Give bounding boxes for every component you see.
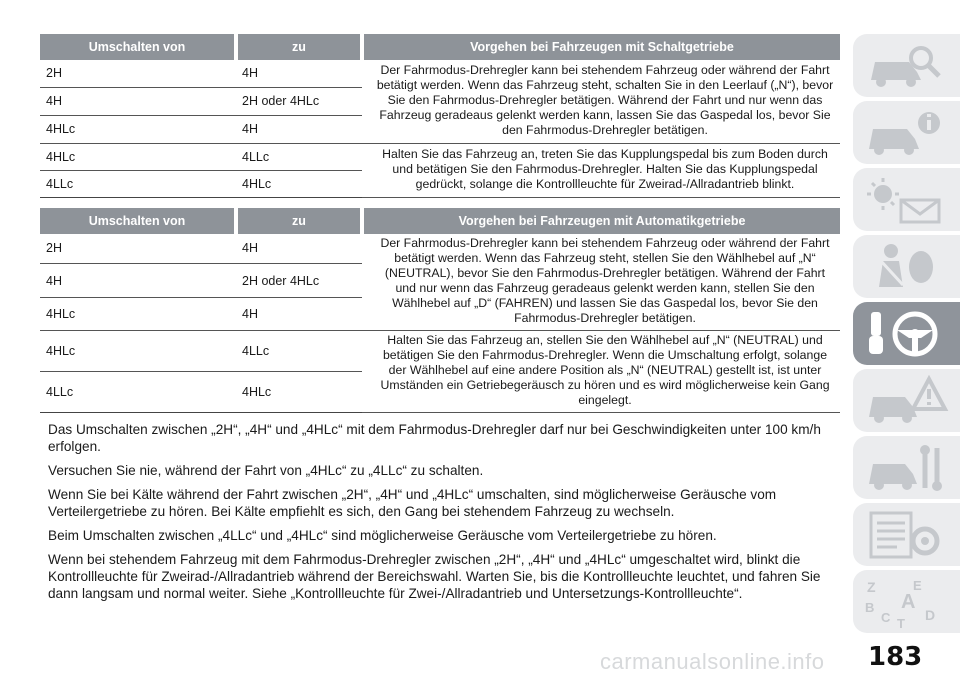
cell-from: 4LLc <box>40 371 236 412</box>
table-header-row <box>40 208 840 234</box>
index-letter: E <box>913 578 922 593</box>
body-paragraph: Beim Umschalten zwischen „4LLc“ und „4HLc“ sind möglicherweise Geräusche vom Verteilergetriebe zu hören. <box>48 527 717 543</box>
cell-to: 4HLc <box>236 371 362 412</box>
car-search-icon <box>861 40 951 92</box>
car-warning-triangle-icon <box>861 375 951 427</box>
index-letter: C <box>881 610 891 625</box>
procedure-text: Halten Sie das Fahrzeug an, treten Sie das Kupplungspedal bis zum Boden durch und betätigen Sie den Fahrmodus-Drehregler. Halten Sie das Kupplungspedal gedrückt, solange die Kontrollleuchte für Zweirad-/Allradantrieb blinkt. <box>362 143 840 197</box>
cell-to: 4LLc <box>236 143 362 170</box>
chapter-tab-maintenance[interactable] <box>853 436 960 499</box>
cell-from: 4H <box>40 264 236 298</box>
chapter-tab-overview[interactable] <box>853 34 960 97</box>
body-paragraph: Wenn Sie bei Kälte während der Fahrt zwischen „2H“, „4H“ und „4HLc“ umschalten, sind möglicherweise Geräusche vom Verteilergetriebe zu hören. Bei Kälte empfiehlt es sich, den Gang bei stehendem Fahrzeug zu wechseln. <box>48 486 777 519</box>
body-paragraph: Das Umschalten zwischen „2H“, „4H“ und „4HLc“ mit dem Fahrmodus-Drehregler darf nur bei Geschwindigkeiten unter 100 km/h erfolgen. <box>48 421 821 454</box>
chapter-tab-warning-lights[interactable] <box>853 168 960 231</box>
chapter-tab-technical-data[interactable] <box>853 503 960 566</box>
cell-to: 4H <box>236 234 362 264</box>
main-content <box>40 34 840 609</box>
cell-from: 2H <box>40 60 236 87</box>
table-row <box>40 60 840 87</box>
key-steering-wheel-icon <box>861 308 951 360</box>
automatic-shift-table <box>40 208 840 413</box>
chapter-tab-info[interactable] <box>853 101 960 164</box>
cell-from: 2H <box>40 234 236 264</box>
seatbelt-airbag-icon <box>861 241 951 293</box>
table-header-row <box>40 34 840 60</box>
watermark: carmanualsonline.info <box>600 649 825 674</box>
index-letter: T <box>897 616 905 628</box>
car-service-tools-icon <box>861 442 951 494</box>
cell-from: 4HLc <box>40 143 236 170</box>
technical-data-icon <box>861 509 951 561</box>
manual-shift-table <box>40 34 840 198</box>
cell-to: 4H <box>236 60 362 87</box>
cell-from: 4HLc <box>40 297 236 330</box>
procedure-text: Der Fahrmodus-Drehregler kann bei stehendem Fahrzeug oder während der Fahrt betätigt werden. Wenn das Fahrzeug steht, schalten Sie in den Leerlauf („N“), bevor Sie den Fahrmodus-Drehregler betätigen. Während der Fahrt und nur wenn das Fahrzeug geradeaus gelenkt werden kann, lassen Sie das Gaspedal los, bevor Sie den Fahrmodus-Drehregler betätigen. <box>362 60 840 143</box>
cell-to: 2H oder 4HLc <box>236 87 362 115</box>
table-row <box>40 143 840 170</box>
cell-to: 2H oder 4HLc <box>236 264 362 298</box>
table-row <box>40 330 840 371</box>
body-paragraph: Wenn bei stehendem Fahrzeug mit dem Fahrmodus-Drehregler zwischen „2H“, „4H“ und „4HLc“ umgeschaltet wird, blinkt die Kontrollleuchte für Zweirad-/Allradantrieb während der Bereichswahl. Warten Sie, bis die Kontrollleuchte leuchtet, und fahren Sie dann langsam und normal weiter. Siehe „Kontrollleuchte für Zwei-/Allradantrieb und Untersetzungs-Kontrollleuchte“. <box>48 551 821 601</box>
cell-from: 4H <box>40 87 236 115</box>
cell-from: 4LLc <box>40 170 236 197</box>
alphabetical-index-icon <box>861 576 951 628</box>
procedure-text: Halten Sie das Fahrzeug an, stellen Sie den Wählhebel auf „N“ (NEUTRAL) und betätigen Sie den Fahrmodus-Drehregler. Wenn die Umschaltung erfolgt, solange der Wählhebel auf eine andere Position als „N“ (NEUTRAL) gestellt ist, ist unter Umständen ein Getriebegeräusch zu hören und es wird möglicherweise kein Gang eingelegt. <box>362 330 840 412</box>
header-procedure: Vorgehen bei Fahrzeugen mit Schaltgetriebe <box>362 34 840 60</box>
chapter-tab-safety[interactable] <box>853 235 960 298</box>
chapter-tab-emergency[interactable] <box>853 369 960 432</box>
index-letter: B <box>865 600 875 615</box>
header-from: Umschalten von <box>40 208 236 234</box>
header-procedure: Vorgehen bei Fahrzeugen mit Automatikgetriebe <box>362 208 840 234</box>
index-letter: A <box>901 591 916 613</box>
body-paragraph: Versuchen Sie nie, während der Fahrt von „4HLc“ zu „4LLc“ zu schalten. <box>48 462 484 478</box>
index-letter: D <box>925 607 936 623</box>
cell-to: 4H <box>236 297 362 330</box>
header-to: zu <box>236 34 362 60</box>
table-row <box>40 234 840 264</box>
cell-to: 4H <box>236 115 362 143</box>
cell-from: 4HLc <box>40 115 236 143</box>
page-number: 183 <box>868 642 923 672</box>
procedure-text: Der Fahrmodus-Drehregler kann bei stehendem Fahrzeug oder während der Fahrt betätigt werden. Wenn das Fahrzeug steht, stellen Sie den Wählhebel auf „N“ (NEUTRAL), bevor Sie den Fahrmodus-Drehregler betätigen. Während der Fahrt und nur wenn das Fahrzeug geradeaus gelenkt werden kann, stellen Sie den Wählhebel auf „D“ (FAHREN) und lassen Sie das Gaspedal los, bevor Sie den Fahrmodus-Drehregler betätigen. <box>362 234 840 331</box>
cell-to: 4LLc <box>236 330 362 371</box>
warning-light-message-icon <box>861 174 951 226</box>
chapter-tab-starting-driving[interactable] <box>853 302 960 365</box>
cell-from: 4HLc <box>40 330 236 371</box>
car-info-icon <box>861 107 951 159</box>
chapter-tab-index[interactable] <box>853 570 960 633</box>
header-to: zu <box>236 208 362 234</box>
cell-to: 4HLc <box>236 170 362 197</box>
index-letter: Z <box>867 579 876 595</box>
header-from: Umschalten von <box>40 34 236 60</box>
